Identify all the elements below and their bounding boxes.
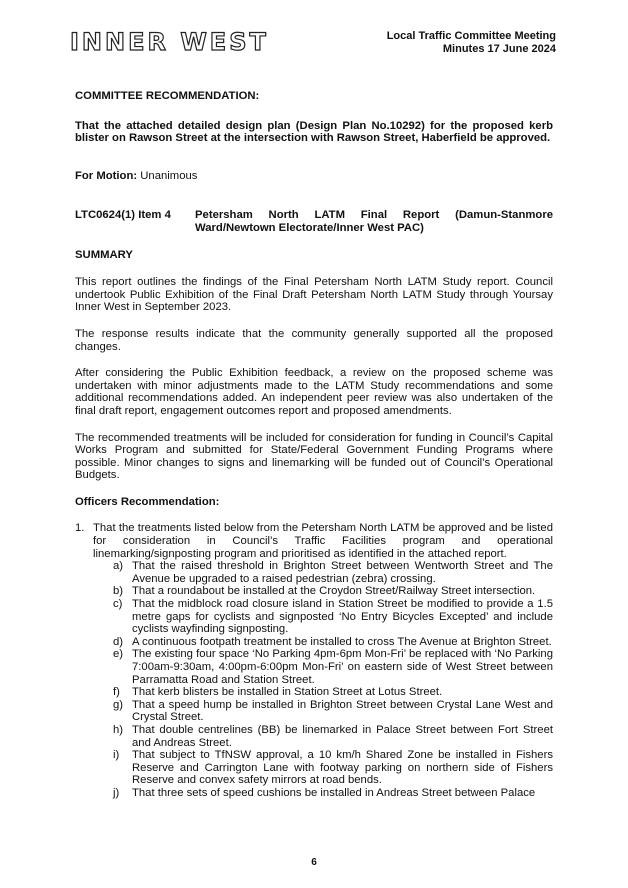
treatment-letter: j) xyxy=(113,786,120,799)
meeting-date: Minutes 17 June 2024 xyxy=(442,43,556,55)
treatment-text: That a speed hump be installed in Brighton Street between Crystal Lane West and Crystal Street. xyxy=(132,698,553,724)
treatment-item xyxy=(113,699,553,724)
treatment-text: That the raised threshold in Brighton Street between Wentworth Street and The Avenue be upgraded to a raised pedestrian (zebra) crossing. xyxy=(132,560,553,585)
treatment-letter: c) xyxy=(113,598,123,611)
document-body xyxy=(75,90,553,800)
agenda-item-heading xyxy=(75,209,553,234)
recommendation-text: That the treatments listed below from the Petersham North LATM be approved and be listed for consideration in Council’s Traffic Facilities program and operational linemarking/signposting program and prioritised as identified in the attached report. xyxy=(93,522,553,560)
officers-recommendation-heading: Officers Recommendation: xyxy=(75,495,220,508)
treatment-text: The existing four space ‘No Parking 4pm-6pm Mon-Fri’ be replaced with ‘No Parking 7:00am-9:30am, 4:00pm-6:00pm Mon-Fri’ on eastern side of West Street between Parramatta Road and Station Street. xyxy=(132,648,553,686)
treatment-item xyxy=(113,787,553,800)
committee-recommendation-heading: COMMITTEE RECOMMENDATION: xyxy=(75,90,260,102)
treatment-letter: h) xyxy=(113,723,124,736)
treatment-item xyxy=(113,724,553,749)
summary-heading: SUMMARY xyxy=(75,248,133,261)
agenda-item-title-line2: Ward/Newtown Electorate/Inner West PAC) xyxy=(195,221,424,234)
treatment-text: That subject to TfNSW approval, a 10 km/h Shared Zone be installed in Fishers Reserve and Carrington Lane with footway parking on northern side of Fishers Reserve and convex safety mirrors at road bends. xyxy=(132,749,553,787)
treatment-letter: a) xyxy=(113,560,124,573)
treatment-item xyxy=(113,598,553,636)
treatment-item xyxy=(113,636,553,649)
summary-paragraph: The recommended treatments will be included for consideration for funding in Council’s Capital Works Program and submitted for State/Federal Government Funding Programs where possible. Minor changes to signs and linemarking will be funded out of Council’s Operational Budgets. xyxy=(75,431,553,482)
summary-paragraph: This report outlines the findings of the Final Petersham North LATM Study report. Council undertook Public Exhibition of the Final Draft Petersham North LATM Study through Yoursay Inner West in September 2023. xyxy=(75,276,553,314)
treatment-text: That the midblock road closure island in Station Street be modified to provide a 1.5 metre gaps for cyclists and signposted ‘No Entry Bicycles Excepted’ and include cyclists wayfinding signposting. xyxy=(132,598,553,636)
page-header xyxy=(70,28,556,58)
recommendation-list xyxy=(75,522,553,799)
treatment-item xyxy=(113,648,553,686)
recommendation-item xyxy=(75,522,553,560)
meeting-name: Local Traffic Committee Meeting xyxy=(386,30,556,42)
treatment-letter: f) xyxy=(113,686,120,699)
treatment-text: That kerb blisters be installed in Station Street at Lotus Street. xyxy=(132,686,443,699)
treatment-sub-list xyxy=(113,560,553,799)
logo-wordmark: INNER WEST xyxy=(70,28,269,56)
treatment-item xyxy=(113,560,553,585)
treatment-letter: d) xyxy=(113,635,124,648)
summary-paragraph: The response results indicate that the community generally supported all the proposed changes. xyxy=(75,327,553,353)
treatment-letter: e) xyxy=(113,648,124,661)
treatment-item xyxy=(113,686,553,699)
treatment-letter: i) xyxy=(113,749,120,762)
treatment-letter: g) xyxy=(113,698,124,711)
page-number: 6 xyxy=(311,857,317,868)
motion-value: Unanimous xyxy=(137,169,198,182)
agenda-item-ref: LTC0624(1) Item 4 xyxy=(75,209,171,222)
agenda-item-title xyxy=(195,209,553,234)
treatment-text: A continuous footpath treatment be installed to cross The Avenue at Brighton Street. xyxy=(132,635,552,648)
treatment-letter: b) xyxy=(113,585,124,598)
motion-line xyxy=(75,170,553,183)
treatment-item xyxy=(113,749,553,787)
treatment-text: That double centrelines (BB) be linemarked in Palace Street between Fort Street and Andreas Street. xyxy=(132,723,553,749)
meeting-title xyxy=(387,30,556,56)
recommendation-number: 1. xyxy=(75,522,85,535)
motion-label: For Motion: xyxy=(75,169,138,182)
committee-recommendation-text: That the attached detailed design plan (Design Plan No.10292) for the proposed kerb blister on Rawson Street at the intersection with Rawson Street, Haberfield be approved. xyxy=(75,119,553,145)
treatment-item xyxy=(113,585,553,598)
treatment-text: That a roundabout be installed at the Croydon Street/Railway Street intersection. xyxy=(132,585,536,598)
inner-west-logo xyxy=(70,28,275,56)
summary-paragraph: After considering the Public Exhibition feedback, a review on the proposed scheme was undertaken with minor adjustments made to the LATM Study recommendations and some additional recommendations added. An independent peer review was also undertaken of the final draft report, engagement outcomes report and proposed amendments. xyxy=(75,367,553,417)
treatment-text: That three sets of speed cushions be installed in Andreas Street between Palace xyxy=(132,786,536,799)
agenda-item-title-line1: Petersham North LATM Final Report (Damun-Stanmore xyxy=(195,209,553,222)
